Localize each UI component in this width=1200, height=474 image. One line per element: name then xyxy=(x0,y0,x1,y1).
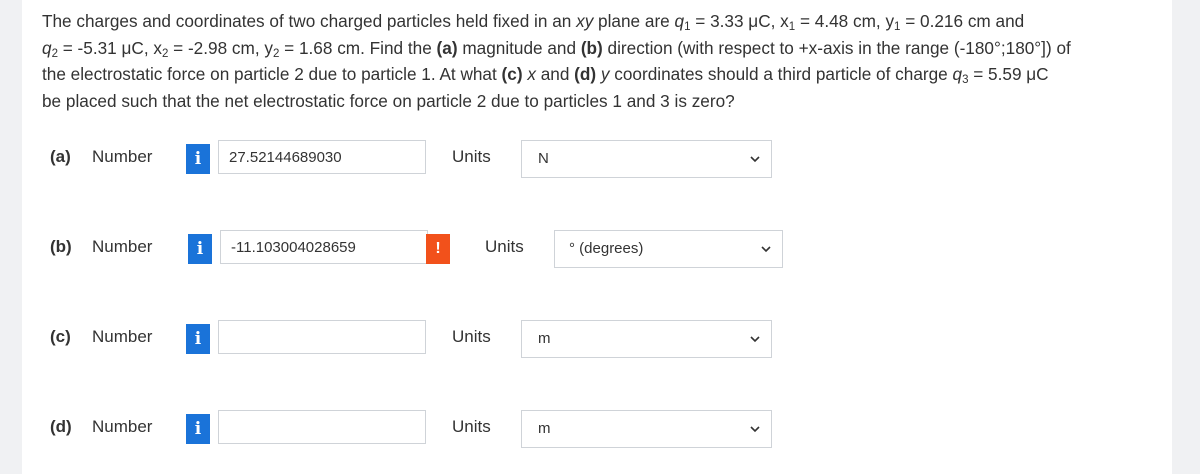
part-label: (c) xyxy=(50,327,71,346)
question-line-3: the electrostatic force on particle 2 due to particle 1. At what (c) x and (d) y coordinates should a third particle of charge $q_3 = 5.59$ μC xyxy=(42,64,1049,86)
question-card xyxy=(22,0,1172,474)
question-line-1: The charges and coordinates of two charged particles held fixed in an xy plane are $q_1 = 3.33$ μC, $x_1 = 4.48$ cm, $y_1 = 0.216$ cm and xyxy=(42,11,1025,33)
answer-input-b[interactable] xyxy=(220,230,428,264)
units-selected-value: m xyxy=(538,420,551,437)
number-label: Number xyxy=(92,147,153,166)
part-label: (d) xyxy=(50,417,72,436)
question-line-4: be placed such that the net electrostatic force on particle 2 due to particles 1 and 3 is zero? xyxy=(42,90,735,111)
units-label: Units xyxy=(452,147,491,166)
info-icon[interactable]: i xyxy=(186,414,210,444)
answer-row-c xyxy=(22,317,1172,357)
answer-row-a xyxy=(22,137,1172,177)
units-select-d[interactable] xyxy=(521,410,772,448)
part-label: (b) xyxy=(50,237,72,256)
info-icon[interactable]: i xyxy=(186,144,210,174)
info-icon[interactable]: i xyxy=(186,324,210,354)
units-selected-value: N xyxy=(538,150,549,167)
exclamation-icon[interactable]: ! xyxy=(426,234,450,264)
units-select-c[interactable] xyxy=(521,320,772,358)
question-line-2: $q_2 = -5.31$ μC, $x_2 = -2.98$ cm, $y_2 = 1.68$ cm. Find the (a) magnitude and (b) direction (with respect to +x-axis in the range (-180°;180°]) of xyxy=(42,37,1071,60)
units-selected-value: ° (degrees) xyxy=(569,240,644,257)
chevron-down-icon xyxy=(760,243,772,255)
chevron-down-icon xyxy=(749,333,761,345)
part-label: (a) xyxy=(50,147,71,166)
units-label: Units xyxy=(452,417,491,436)
units-label: Units xyxy=(452,327,491,346)
info-icon[interactable]: i xyxy=(188,234,212,264)
answer-input-d[interactable] xyxy=(218,410,426,444)
answer-row-b xyxy=(22,227,1172,267)
number-label: Number xyxy=(92,327,153,346)
answer-row-d xyxy=(22,407,1172,447)
answer-input-c[interactable] xyxy=(218,320,426,354)
number-label: Number xyxy=(92,237,153,256)
chevron-down-icon xyxy=(749,153,761,165)
units-selected-value: m xyxy=(538,330,551,347)
chevron-down-icon xyxy=(749,423,761,435)
units-label: Units xyxy=(485,237,524,256)
units-select-a[interactable] xyxy=(521,140,772,178)
units-select-b[interactable] xyxy=(554,230,783,268)
question-text xyxy=(42,8,1152,114)
number-label: Number xyxy=(92,417,153,436)
answer-input-a[interactable] xyxy=(218,140,426,174)
